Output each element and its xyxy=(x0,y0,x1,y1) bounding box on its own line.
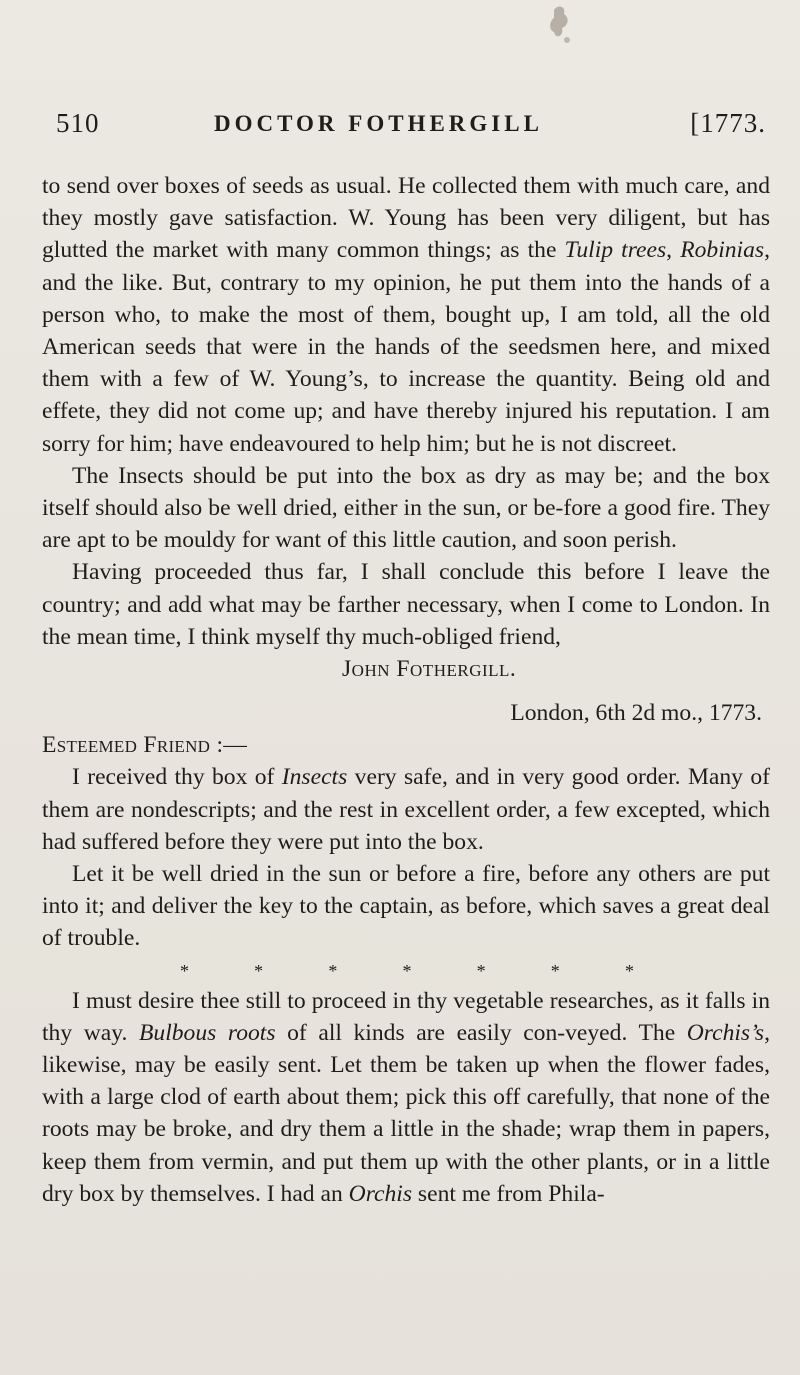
header-year: [1773. xyxy=(690,108,766,138)
section-break-asterisks xyxy=(42,955,770,985)
paragraph-received: I received thy box of Insects very safe, and in very good order. Many of them are nondescripts; and the rest in excellent order, a few excepted, which had suffered before they were put into the box. xyxy=(42,764,771,855)
signature: John Fothergill. xyxy=(342,656,517,683)
asterisk: * xyxy=(550,960,560,981)
paragraph-closing: Having proceeded thus far, I shall conclude this before I leave the country; and add what may be farther necessary, when I come to London. In the mean time, I think myself thy much-obliged friend, xyxy=(42,559,770,650)
paragraph-continuation: to send over boxes of seeds as usual. He collected them with much care, and they mostly gave satisfaction. W. Young has been very diligent, but has glutted the market with many common things; as the Tulip trees, Robinias, and the like. But, contrary to my opinion, he put them into the hands of a person who, to make the most of them, bought up, I am told, all the old American seeds that were in the hands of the seedsmen here, and mixed them with a few of W. Young’s, to increase the quantity. Being old and effete, they did not come up; and have thereby injured his reputation. I am sorry for him; have endeavoured to help him; but he is not discreet. xyxy=(42,173,770,457)
body-text xyxy=(42,170,770,1210)
asterisk: * xyxy=(624,960,634,981)
running-title: DOCTOR FOTHERGILL xyxy=(214,111,543,136)
ink-smudge-mark xyxy=(540,0,580,55)
asterisk: * xyxy=(180,960,189,981)
page-header xyxy=(56,108,766,144)
paragraph-box-care: Let it be well dried in the sun or before a fire, before any others are put into it; and deliver the key to the captain, as before, which saves a great deal of trouble. xyxy=(42,861,770,952)
dateline: London, 6th 2d mo., 1773. xyxy=(510,700,762,727)
paragraph-insects: The Insects should be put into the box as dry as may be; and the box itself should also be well dried, either in the sun, or be-fore a good fire. They are apt to be mouldy for want of this little caution, and soon perish. xyxy=(42,462,770,554)
paragraph-bulbous-roots: I must desire thee still to proceed in thy vegetable researches, as it falls in thy way. Bulbous roots of all kinds are easily con-veyed. The Orchis’s, likewise, may be easily sent. Let them be taken up when the flower fades, with a large clod of earth about them; pick this off carefully, that none of the roots may be broke, and dry them a little in the shade; wrap them in papers, keep them from vermin, and put them up with the other plants, or in a little dry box by themselves. I had an Orchis sent me from Phila- xyxy=(42,987,771,1207)
salutation: Esteemed Friend :— xyxy=(42,732,248,759)
asterisk: * xyxy=(254,960,264,981)
asterisk: * xyxy=(476,960,486,981)
page-number: 510 xyxy=(56,108,100,138)
asterisk: * xyxy=(402,960,412,981)
asterisk: * xyxy=(328,960,338,981)
